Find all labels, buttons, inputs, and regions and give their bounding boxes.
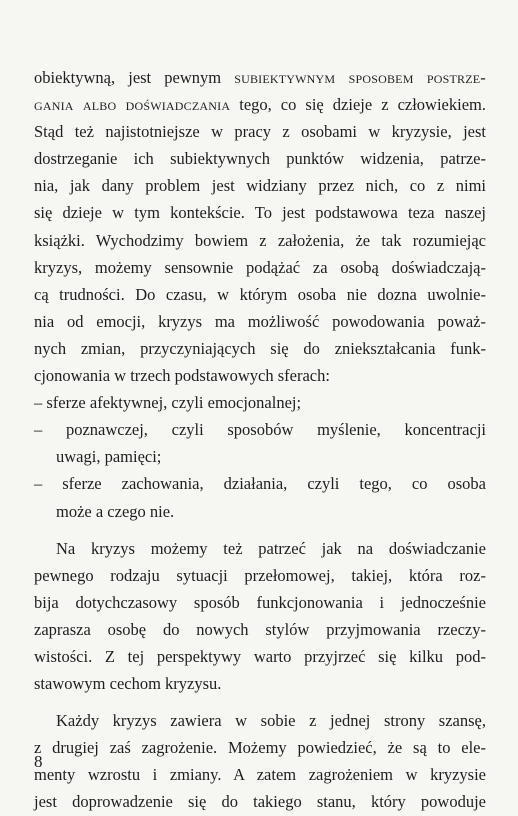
text-line: bija dotychczasowy sposób funkcjonowania i jednocześnie (34, 592, 486, 612)
text-line: jest doprowadzenie się do takiego stanu, który powoduje (34, 792, 486, 812)
bullet-item: – poznawczej, czyli sposobów myślenie, koncentracji (34, 420, 486, 440)
text-line: nych zmian, przyczyniających się do zniekształcania funk- (34, 338, 486, 358)
small-caps-emphasis: subiektywnym sposobem postrze- (234, 68, 486, 87)
text-line: Każdy kryzys zawiera w sobie z jednej strony szansę, (56, 711, 486, 731)
text-line: Na kryzys możemy też patrzeć jak na doświadczanie (56, 538, 486, 558)
bullet-item: – sferze zachowania, działania, czyli tego, co osoba (34, 474, 486, 494)
text-line: książki. Wychodzimy bowiem z założenia, że tak rozumiejąc (34, 230, 486, 250)
text-line: się dzieje w tym kontekście. To jest podstawowa teza naszej (34, 203, 486, 223)
text-line: nia, jak dany problem jest widziany przez nich, co z nimi (34, 176, 486, 196)
bullet-continuation: może a czego nie. (56, 501, 175, 521)
paragraph-gap (34, 697, 486, 707)
small-caps-emphasis: gania albo doświadczania (34, 95, 231, 115)
text-line: menty wzrostu i zmiany. A zatem zagrożeniem w kryzysie (34, 765, 486, 785)
text-line: cjonowania w trzech podstawowych sferach: (34, 366, 330, 386)
text-line: Stąd też najistotniejsze w pracy z osobami w kryzysie, jest (34, 122, 486, 142)
text-line: z drugiej zaś zagrożenie. Możemy powiedzieć, że są to ele- (34, 738, 486, 758)
text-line: cą trudności. Do czasu, w którym osoba nie dozna uwolnie- (34, 284, 486, 304)
bullet-continuation: uwagi, pamięci; (56, 447, 162, 467)
paragraph-gap (34, 525, 486, 535)
text-line: obiektywną, jest pewnym subiektywnym sposobem postrze- (34, 68, 486, 87)
text-line: dostrzeganie ich subiektywnych punktów widzenia, patrze- (34, 149, 486, 169)
page-number: 8 (34, 752, 43, 771)
text-line: stawowym cechom kryzysu. (34, 674, 222, 694)
text-line: pewnego rodzaju sytuacji przełomowej, takiej, która roz- (34, 565, 486, 585)
bullet-item: – sferze afektywnej, czyli emocjonalnej; (34, 393, 302, 413)
text-line: kryzys, możemy sensownie podążać za osobą doświadczają- (34, 257, 486, 277)
text-line: wistości. Z tej perspektywy warto przyjrzeć się kilku pod- (34, 646, 486, 666)
text-line: zaprasza osobę do nowych stylów przyjmowania rzeczy- (34, 619, 486, 639)
text-line: gania albo doświadczania tego, co się dzieje z człowiekiem. (34, 95, 486, 115)
body-text (34, 64, 486, 816)
text-line: nia od emocji, kryzys ma możliwość powodowania poważ- (34, 311, 486, 331)
